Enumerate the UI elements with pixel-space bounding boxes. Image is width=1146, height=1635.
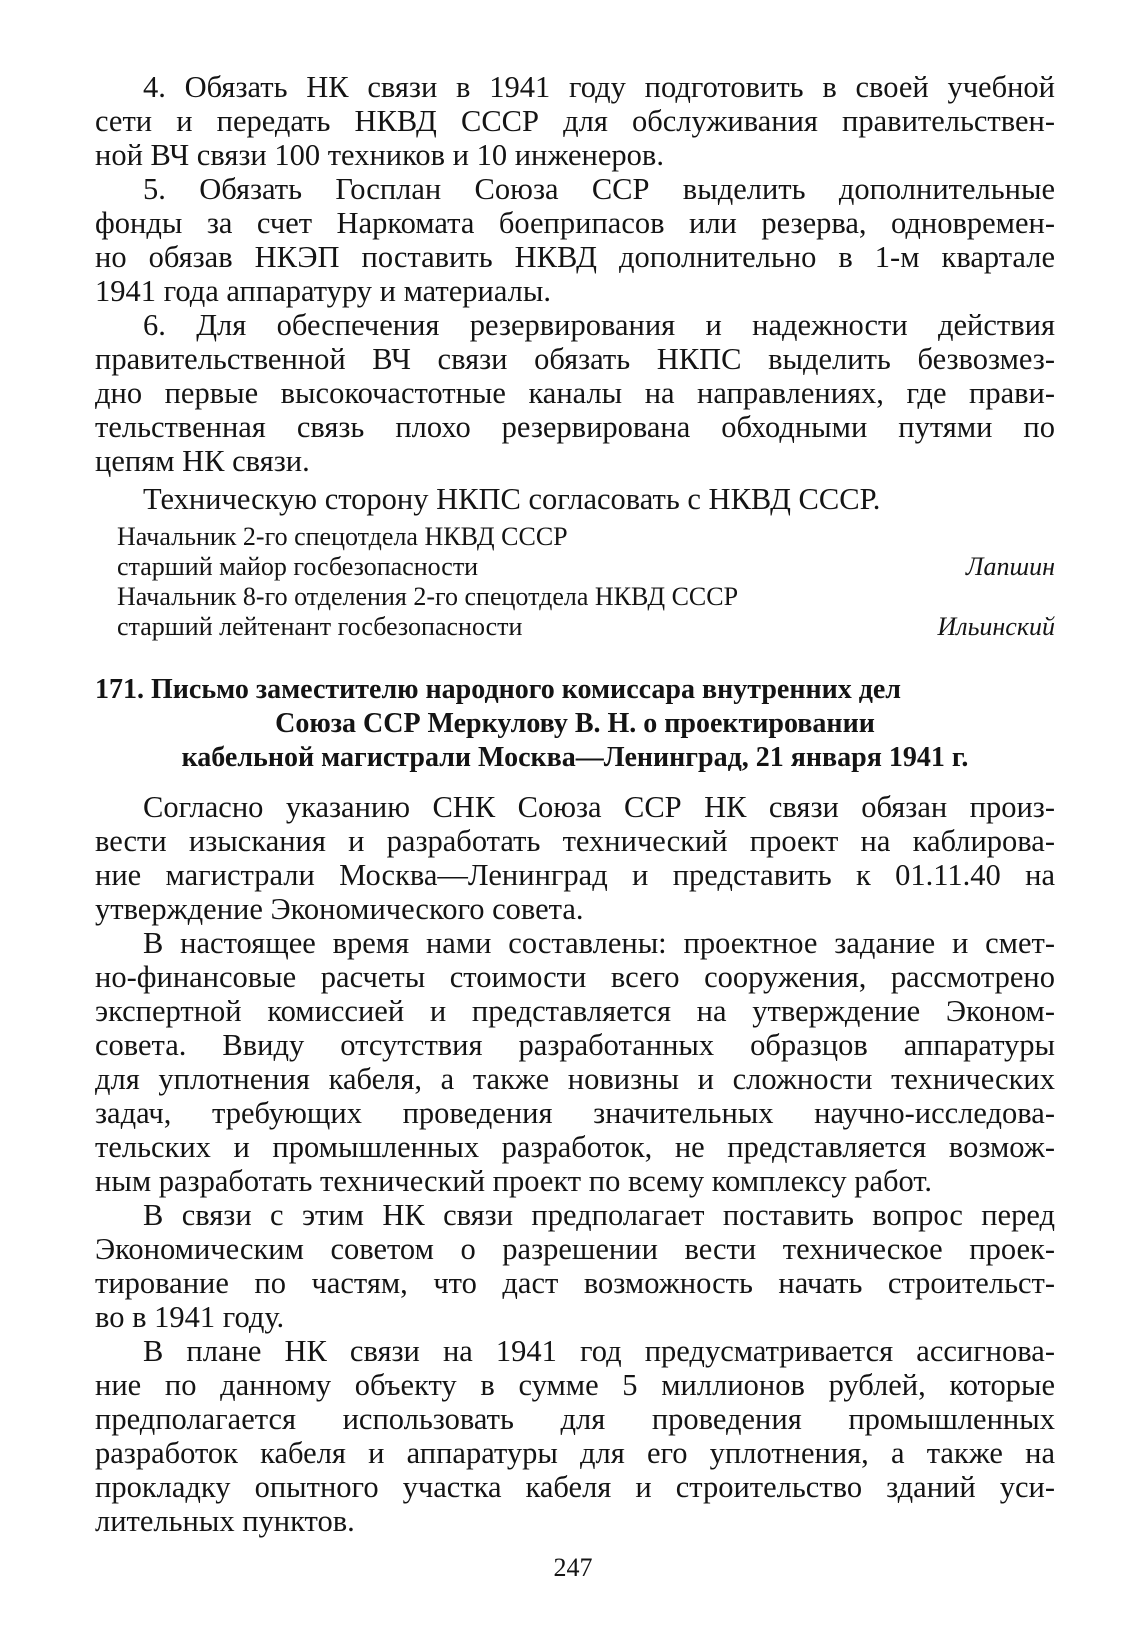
paragraph-line: тельственная связь плохо резервирована обходными путями по (95, 410, 1055, 444)
signature-rank (117, 552, 1055, 582)
paragraph-line: лительных пунктов. (95, 1504, 355, 1538)
signature-title: Начальник 8-го отделения 2-го спецотдела НКВД СССР (117, 582, 739, 611)
signature-name: Лапшин (965, 552, 1055, 581)
paragraph-line: экспертной комиссией и представляется на утверждение Эконом- (95, 994, 1055, 1028)
paragraph-line: ной ВЧ связи 100 техников и 10 инженеров. (95, 138, 664, 172)
paragraph-line: цепям НК связи. (95, 444, 310, 478)
paragraph-line: совета. Ввиду отсутствия разработанных образцов аппаратуры (95, 1028, 1055, 1062)
paragraph-line: правительственной ВЧ связи обязать НКПС выделить безвозмез- (95, 342, 1055, 376)
paragraph-line: предполагается использовать для проведения промышленных (95, 1402, 1055, 1436)
paragraph-line: В связи с этим НК связи предполагает поставить вопрос перед (143, 1198, 1055, 1232)
signature-rank (117, 612, 1055, 642)
paragraph-line: тирование по частям, что даст возможность начать строительст- (95, 1266, 1055, 1300)
page-number: 247 (553, 1553, 593, 1582)
paragraph-line: но обязав НКЭП поставить НКВД дополнительно в 1-м квартале (95, 240, 1055, 274)
paragraph-line: для уплотнения кабеля, а также новизны и сложности технических (95, 1062, 1055, 1096)
paragraph-line: вести изыскания и разработать технический проект на каблирова- (95, 824, 1055, 858)
paragraph-line: 5. Обязать Госплан Союза ССР выделить дополнительные (143, 172, 1055, 206)
paragraph-line: 1941 года аппаратуру и материалы. (95, 274, 552, 308)
document-heading: кабельной магистрали Москва—Ленинград, 21 января 1941 г. (181, 742, 969, 773)
paragraph-line: задач, требующих проведения значительных научно-исследова- (95, 1096, 1055, 1130)
signature-rank-text: старший майор госбезопасности (117, 552, 479, 581)
paragraph-line: В плане НК связи на 1941 год предусматривается ассигнова- (143, 1334, 1055, 1368)
paragraph-line: но-финансовые расчеты стоимости всего сооружения, рассмотрено (95, 960, 1055, 994)
signature-name: Ильинский (937, 612, 1055, 641)
paragraph-line: 4. Обязать НК связи в 1941 году подготовить в своей учебной (143, 70, 1055, 104)
paragraph-line: тельских и промышленных разработок, не представляется возмож- (95, 1130, 1055, 1164)
paragraph-line: сети и передать НКВД СССР для обслуживания правительствен- (95, 104, 1055, 138)
paragraph-line: ние по данному объекту в сумме 5 миллионов рублей, которые (95, 1368, 1055, 1402)
paragraph-line: В настоящее время нами составлены: проектное задание и смет- (143, 926, 1055, 960)
signature-rank-text: старший лейтенант госбезопасности (117, 612, 523, 641)
paragraph-line: фонды за счет Наркомата боеприпасов или резерва, одновремен- (95, 206, 1055, 240)
paragraph-line: прокладку опытного участка кабеля и строительство зданий уси- (95, 1470, 1055, 1504)
paragraph-line: Экономическим советом о разрешении вести техническое проек- (95, 1232, 1055, 1266)
paragraph-line: 6. Для обеспечения резервирования и надежности действия (143, 308, 1055, 342)
paragraph-line: Согласно указанию СНК Союза ССР НК связи обязан произ- (143, 790, 1055, 824)
paragraph-line: ние магистрали Москва—Ленинград и представить к 01.11.40 на (95, 858, 1055, 892)
signature-title: Начальник 2-го спецотдела НКВД СССР (117, 522, 568, 551)
paragraph-line: ным разработать технический проект по всему комплексу работ. (95, 1164, 933, 1198)
paragraph-line: утверждение Экономического совета. (95, 892, 584, 926)
document-heading: 171. Письмо заместителю народного комиссара внутренних дел (95, 674, 902, 705)
paragraph-line: дно первые высокочастотные каналы на направлениях, где прави- (95, 376, 1055, 410)
paragraph-line: Техническую сторону НКПС согласовать с НКВД СССР. (143, 482, 881, 516)
paragraph-line: во в 1941 году. (95, 1300, 285, 1334)
document-heading: Союза ССР Меркулову В. Н. о проектировании (275, 708, 875, 739)
paragraph-line: разработок кабеля и аппаратуры для его уплотнения, а также на (95, 1436, 1055, 1470)
